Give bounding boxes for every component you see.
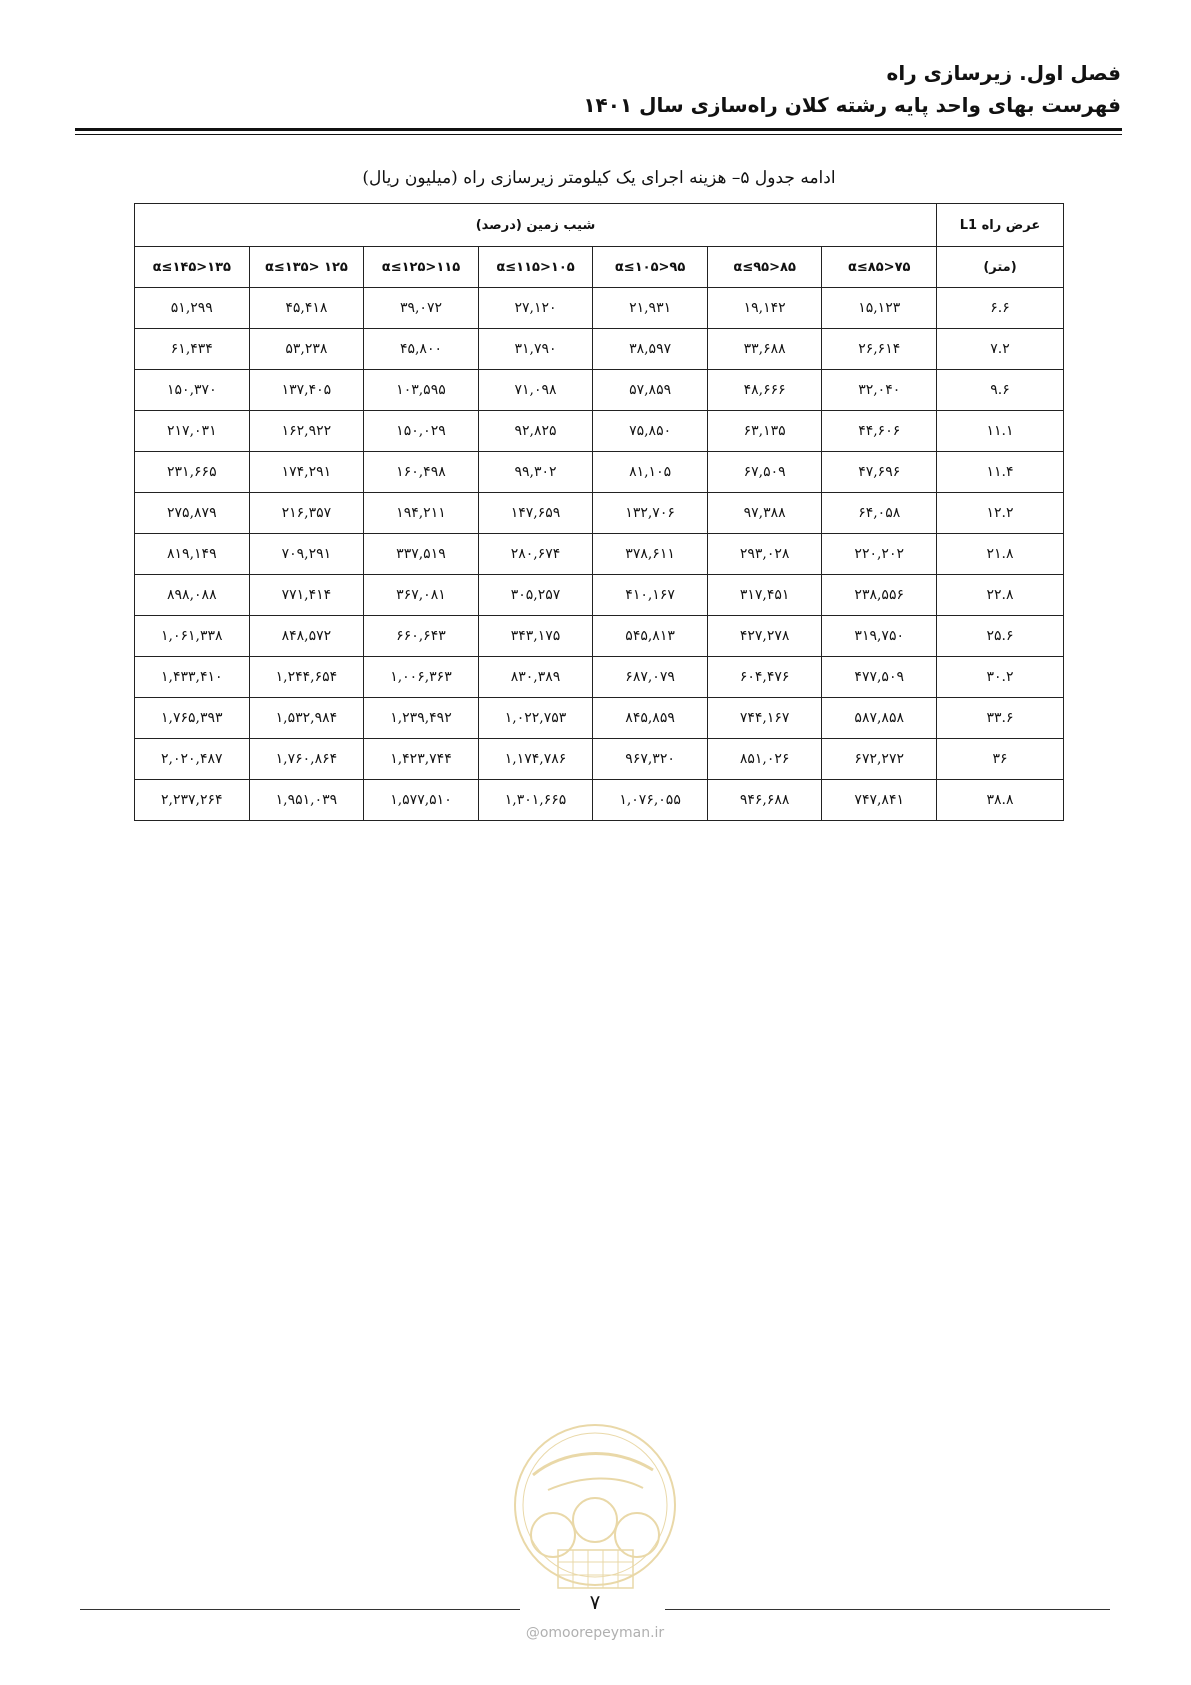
cost-cell: ۲۱۷,۰۳۱ [135,411,250,452]
road-width-cell: ۶.۶ [937,288,1064,329]
cost-cell: ۴۵,۴۱۸ [249,288,364,329]
cost-cell: ۷۴۴,۱۶۷ [707,698,822,739]
cost-cell: ۱۶۲,۹۲۲ [249,411,364,452]
cost-cell: ۸۴۵,۸۵۹ [593,698,708,739]
width-unit-header: (متر) [937,247,1064,288]
cost-cell: ۲۳۱,۶۶۵ [135,452,250,493]
slope-column-header: ۱۰۵<α≤۱۱۵ [478,247,593,288]
road-width-cell: ۷.۲ [937,329,1064,370]
cost-cell: ۶۰۴,۴۷۶ [707,657,822,698]
cost-cell: ۴۵,۸۰۰ [364,329,479,370]
road-width-cell: ۱۲.۲ [937,493,1064,534]
cost-cell: ۲,۲۳۷,۲۶۴ [135,780,250,821]
cost-cell: ۱۵۰,۰۲۹ [364,411,479,452]
cost-cell: ۲۳۸,۵۵۶ [822,575,937,616]
cost-cell: ۶۳,۱۳۵ [707,411,822,452]
cost-cell: ۱۵۰,۳۷۰ [135,370,250,411]
cost-cell: ۱۴۷,۶۵۹ [478,493,593,534]
table-row [135,780,1064,821]
cost-cell: ۸۵۱,۰۲۶ [707,739,822,780]
cost-cell: ۶۴,۰۵۸ [822,493,937,534]
cost-cell: ۵۷,۸۵۹ [593,370,708,411]
cost-cell: ۱,۲۴۴,۶۵۴ [249,657,364,698]
cost-cell: ۹۷,۳۸۸ [707,493,822,534]
cost-cell: ۳۱۹,۷۵۰ [822,616,937,657]
table-row [135,411,1064,452]
cost-cell: ۹۴۶,۶۸۸ [707,780,822,821]
cost-cell: ۱,۷۶۰,۸۶۴ [249,739,364,780]
cost-cell: ۷۰۹,۲۹۱ [249,534,364,575]
cost-cell: ۶۱,۴۳۴ [135,329,250,370]
cost-cell: ۷۱,۰۹۸ [478,370,593,411]
slope-header: شیب زمین (درصد) [135,204,937,247]
cost-cell: ۸۴۸,۵۷۲ [249,616,364,657]
cost-cell: ۲۱۶,۳۵۷ [249,493,364,534]
table-row [135,452,1064,493]
table-row [135,616,1064,657]
cost-cell: ۳۴۳,۱۷۵ [478,616,593,657]
header-rule-thick [75,128,1122,131]
cost-cell: ۶۸۷,۰۷۹ [593,657,708,698]
cost-cell: ۱,۲۳۹,۴۹۲ [364,698,479,739]
table-row [135,534,1064,575]
cost-cell: ۳۱,۷۹۰ [478,329,593,370]
cost-table [134,203,1064,821]
cost-cell: ۳۳۷,۵۱۹ [364,534,479,575]
cost-cell: ۹۲,۸۲۵ [478,411,593,452]
cost-cell: ۲۶,۶۱۴ [822,329,937,370]
road-width-cell: ۱۱.۱ [937,411,1064,452]
road-width-cell: ۳۳.۶ [937,698,1064,739]
cost-cell: ۹۶۷,۳۲۰ [593,739,708,780]
cost-cell: ۲۹۳,۰۲۸ [707,534,822,575]
width-header: عرض راه L1 [937,204,1064,247]
table-caption: ادامه جدول ۵– هزینه اجرای یک کیلومتر زیرسازی راه (میلیون ریال) [362,168,836,188]
cost-cell: ۶۷,۵۰۹ [707,452,822,493]
road-width-cell: ۳۸.۸ [937,780,1064,821]
cost-cell: ۳۹,۰۷۲ [364,288,479,329]
website-watermark: @omoorepeyman.ir [525,1625,665,1641]
cost-cell: ۵۸۷,۸۵۸ [822,698,937,739]
table-row [135,493,1064,534]
cost-cell: ۴۲۷,۲۷۸ [707,616,822,657]
cost-cell: ۱,۵۷۷,۵۱۰ [364,780,479,821]
cost-cell: ۱,۴۲۳,۷۴۴ [364,739,479,780]
cost-cell: ۳۸,۵۹۷ [593,329,708,370]
table-row [135,370,1064,411]
cost-cell: ۴۷۷,۵۰۹ [822,657,937,698]
cost-cell: ۶۷۲,۲۷۲ [822,739,937,780]
cost-cell: ۲۲۰,۲۰۲ [822,534,937,575]
cost-cell: ۱۳۷,۴۰۵ [249,370,364,411]
footer-rule-left [80,1609,520,1610]
slope-column-header: ۹۵<α≤۱۰۵ [593,247,708,288]
road-width-cell: ۲۵.۶ [937,616,1064,657]
table-row [135,657,1064,698]
page-number: ۷ [589,1590,601,1614]
cost-cell: ۲۷,۱۲۰ [478,288,593,329]
cost-cell: ۱۹,۱۴۲ [707,288,822,329]
cost-cell: ۲۸۰,۶۷۴ [478,534,593,575]
road-width-cell: ۳۰.۲ [937,657,1064,698]
road-width-cell: ۲۲.۸ [937,575,1064,616]
road-width-cell: ۱۱.۴ [937,452,1064,493]
cost-cell: ۱۳۲,۷۰۶ [593,493,708,534]
road-width-cell: ۲۱.۸ [937,534,1064,575]
cost-cell: ۱,۹۵۱,۰۳۹ [249,780,364,821]
cost-cell: ۴۷,۶۹۶ [822,452,937,493]
cost-cell: ۸۱۹,۱۴۹ [135,534,250,575]
table-row [135,288,1064,329]
cost-cell: ۳۲,۰۴۰ [822,370,937,411]
table-row [135,698,1064,739]
cost-cell: ۵۳,۲۳۸ [249,329,364,370]
slope-column-header: ۷۵<α≤۸۵ [822,247,937,288]
slope-column-header: ۱۱۵<α≤۱۲۵ [364,247,479,288]
slope-column-header: ۱۳۵<α≤۱۴۵ [135,247,250,288]
cost-cell: ۵۴۵,۸۱۳ [593,616,708,657]
chapter-title: فصل اول. زیرسازی راه [886,61,1121,85]
slope-column-header: ۸۵<α≤۹۵ [707,247,822,288]
cost-cell: ۶۶۰,۶۴۳ [364,616,479,657]
cost-cell: ۳۰۵,۲۵۷ [478,575,593,616]
road-width-cell: ۳۶ [937,739,1064,780]
cost-cell: ۱,۷۶۵,۳۹۳ [135,698,250,739]
cost-cell: ۸۹۸,۰۸۸ [135,575,250,616]
table-row [135,329,1064,370]
cost-cell: ۳۷۸,۶۱۱ [593,534,708,575]
cost-cell: ۱۷۴,۲۹۱ [249,452,364,493]
cost-cell: ۳۱۷,۴۵۱ [707,575,822,616]
cost-cell: ۷۷۱,۴۱۴ [249,575,364,616]
cost-cell: ۲,۰۲۰,۴۸۷ [135,739,250,780]
cost-cell: ۸۱,۱۰۵ [593,452,708,493]
cost-cell: ۴۸,۶۶۶ [707,370,822,411]
cost-cell: ۴۴,۶۰۶ [822,411,937,452]
cost-cell: ۱۵,۱۲۳ [822,288,937,329]
cost-cell: ۲۱,۹۳۱ [593,288,708,329]
cost-cell: ۱,۱۷۴,۷۸۶ [478,739,593,780]
header-rule-thin [75,134,1122,135]
cost-cell: ۱۶۰,۴۹۸ [364,452,479,493]
cost-cell: ۷۴۷,۸۴۱ [822,780,937,821]
cost-cell: ۲۷۵,۸۷۹ [135,493,250,534]
cost-cell: ۴۱۰,۱۶۷ [593,575,708,616]
footer-rule-right [665,1609,1110,1610]
cost-cell: ۱,۰۰۶,۳۶۳ [364,657,479,698]
cost-cell: ۱,۴۳۳,۴۱۰ [135,657,250,698]
cost-cell: ۱,۵۳۲,۹۸۴ [249,698,364,739]
cost-cell: ۸۳۰,۳۸۹ [478,657,593,698]
road-width-cell: ۹.۶ [937,370,1064,411]
cost-cell: ۱۹۴,۲۱۱ [364,493,479,534]
cost-cell: ۱۰۳,۵۹۵ [364,370,479,411]
table-row [135,739,1064,780]
table-row [135,575,1064,616]
page-header [583,58,1121,120]
slope-column-header: ۱۲۵ <α≤۱۳۵ [249,247,364,288]
cost-cell: ۱,۳۰۱,۶۶۵ [478,780,593,821]
document-subtitle: فهرست بهای واحد پایه رشته کلان راه‌سازی سال ۱۴۰۱ [583,93,1121,117]
cost-cell: ۵۱,۲۹۹ [135,288,250,329]
cost-cell: ۱,۰۲۲,۷۵۳ [478,698,593,739]
cost-cell: ۷۵,۸۵۰ [593,411,708,452]
cost-cell: ۱,۰۷۶,۰۵۵ [593,780,708,821]
cost-cell: ۳۶۷,۰۸۱ [364,575,479,616]
watermark-seal [503,1420,688,1599]
cost-cell: ۹۹,۳۰۲ [478,452,593,493]
cost-cell: ۳۳,۶۸۸ [707,329,822,370]
cost-cell: ۱,۰۶۱,۳۳۸ [135,616,250,657]
